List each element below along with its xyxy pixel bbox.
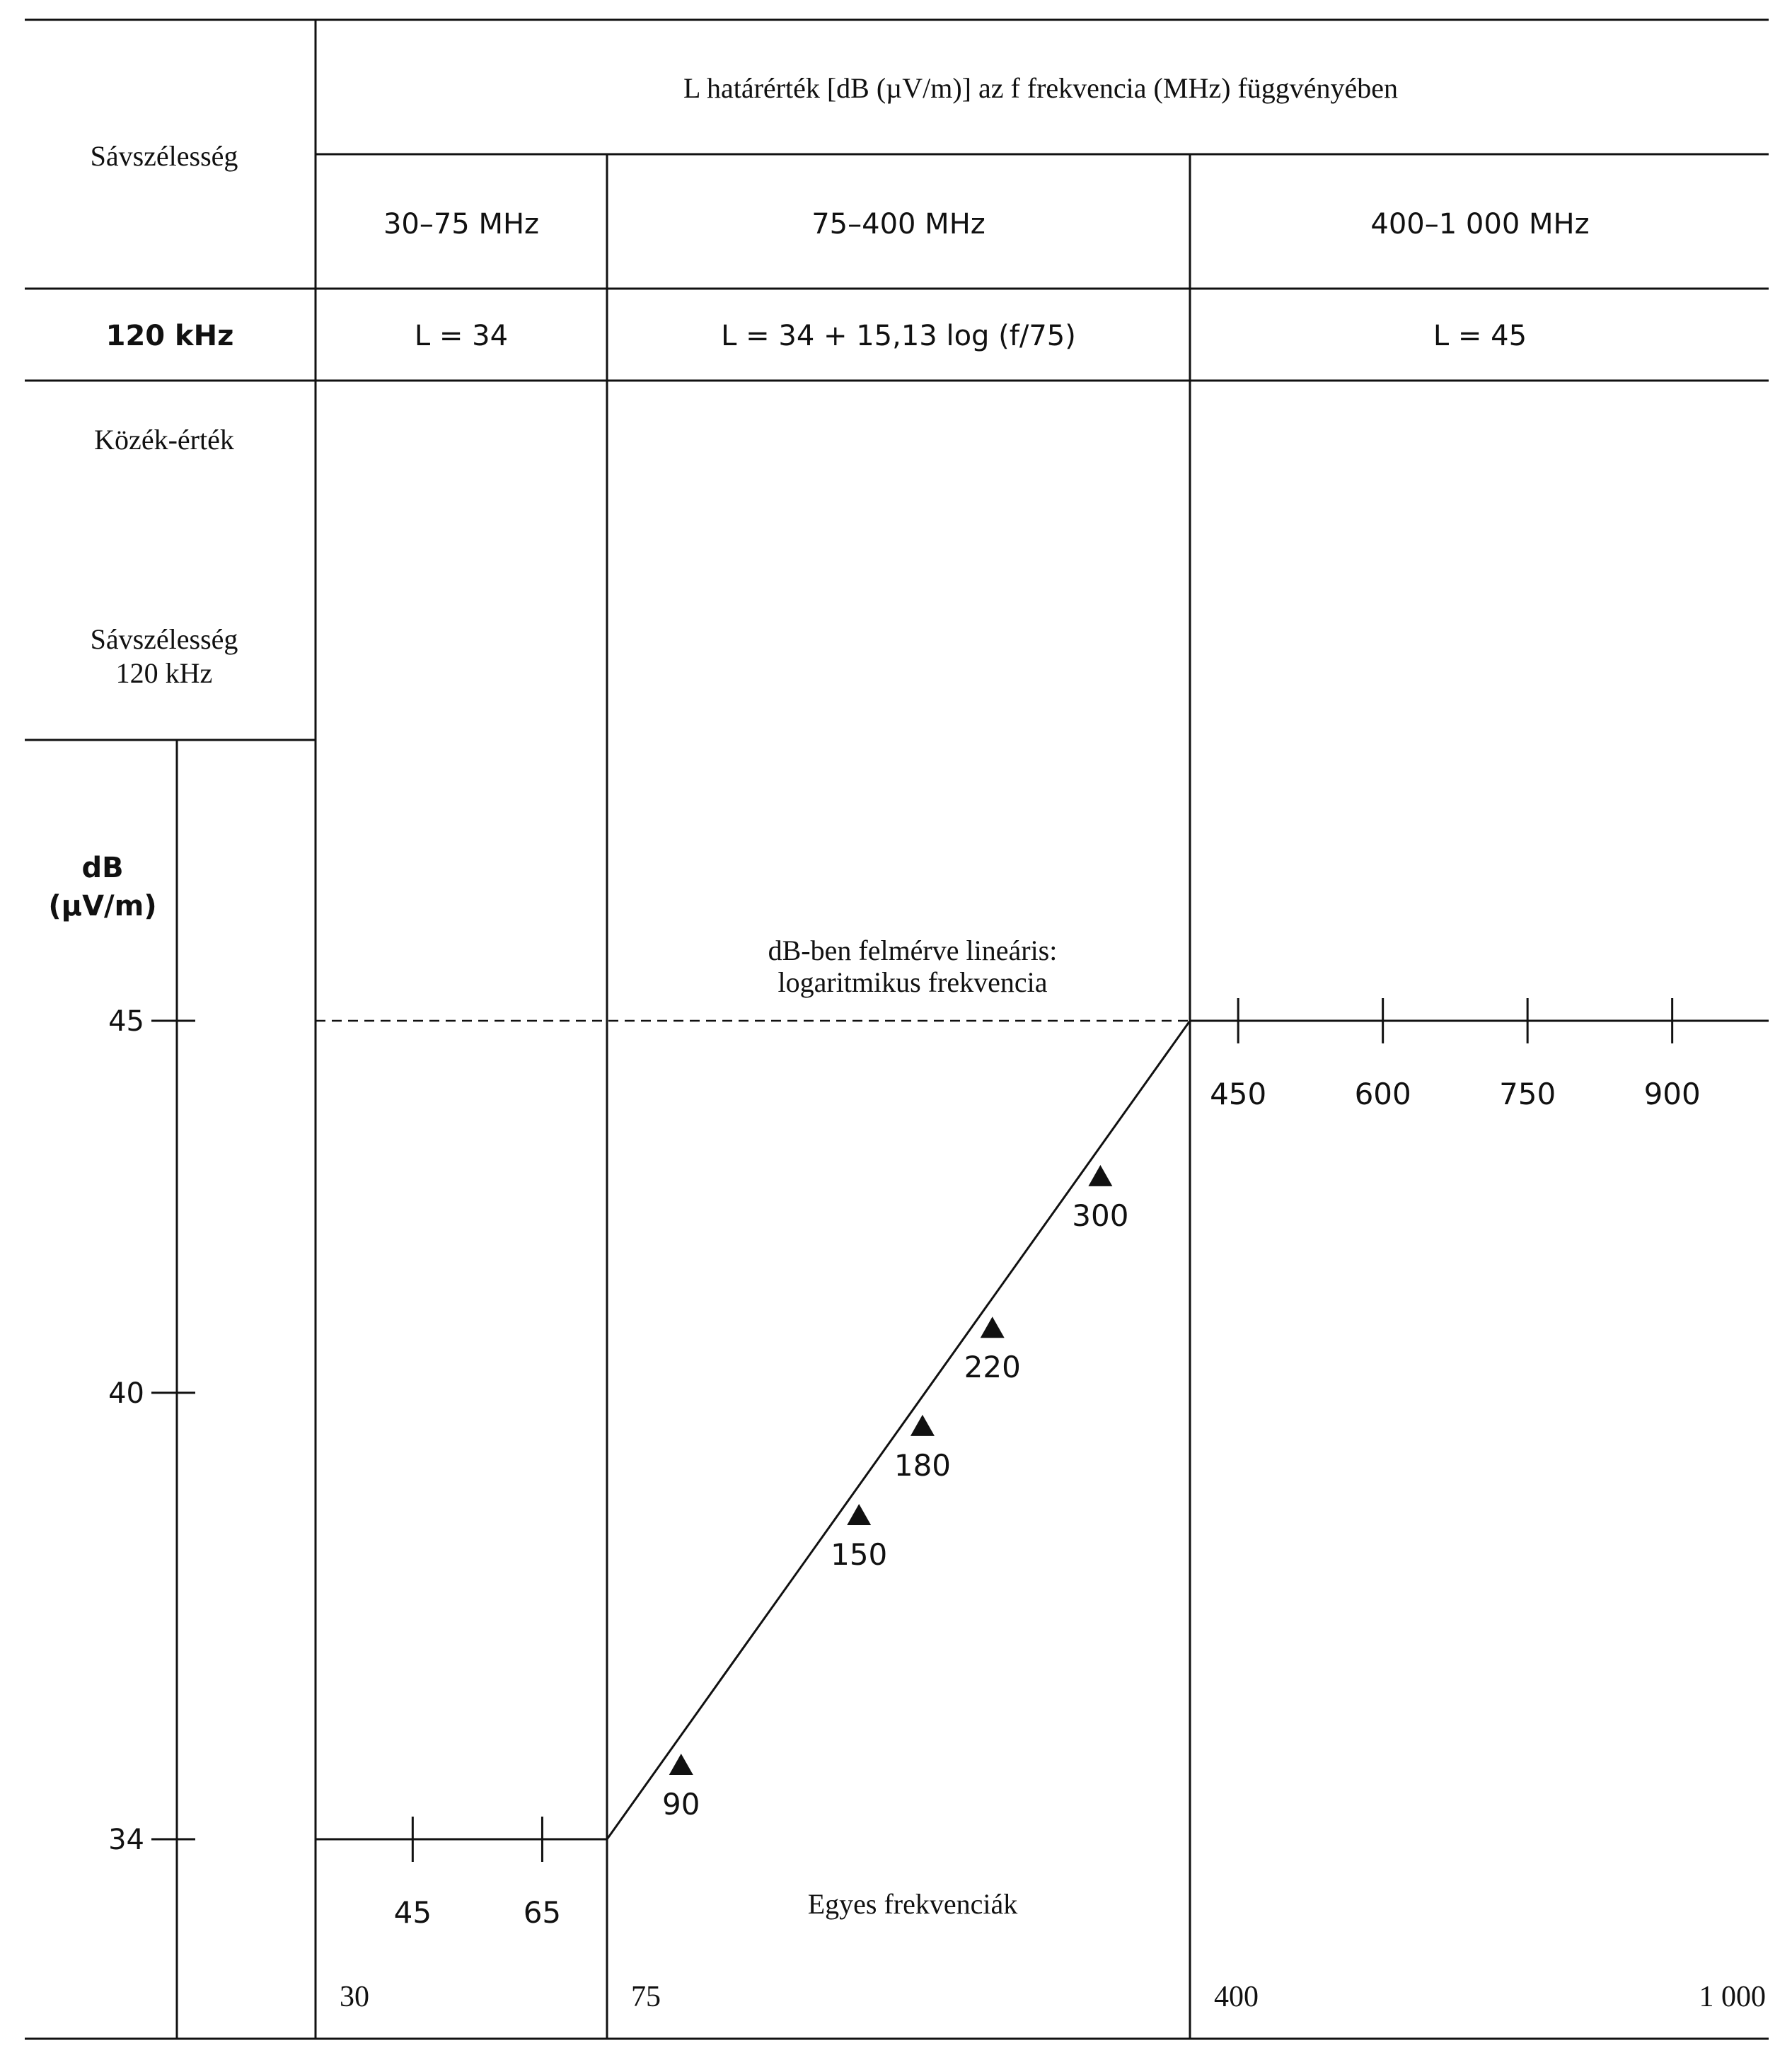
freq-tick-label-750: 750 (1499, 1077, 1556, 1111)
y-ticks (108, 1005, 195, 1856)
band-400-1000: 400–1 000 MHz (1370, 208, 1590, 241)
annotation-line1: dB-ben felmérve lineáris: (768, 934, 1058, 966)
y-tick-label-34: 34 (108, 1824, 144, 1856)
marker-triangle-180 (911, 1415, 935, 1436)
row-header-bandwidth: Sávszélesség (90, 140, 238, 172)
quasi-peak-label: Közék-érték (94, 424, 234, 456)
marker-label-150: 150 (831, 1536, 888, 1572)
freq-tick-label-45: 45 (393, 1895, 432, 1930)
y-unit-line1: dB (81, 852, 124, 884)
freq-tick-label-65: 65 (523, 1895, 562, 1930)
marker-label-300: 300 (1072, 1198, 1129, 1233)
segment-boundary-labels (340, 1981, 1766, 2013)
frequency-ticks (394, 998, 1701, 1930)
individual-frequencies-label: Egyes frekvenciák (807, 1888, 1018, 1920)
header-title: L határérték [dB (µV/m)] az f frekvencia (MHz) függvényében (683, 72, 1398, 104)
limit-curve (316, 1021, 1769, 1839)
annotation-line2: logaritmikus frekvencia (778, 966, 1048, 998)
y-tick-label-40: 40 (108, 1377, 144, 1410)
marker-label-90: 90 (662, 1786, 700, 1822)
band-75-400: 75–400 MHz (811, 208, 985, 241)
formula-high: L = 45 (1433, 320, 1527, 352)
bandwidth-row-label: 120 kHz (105, 320, 234, 352)
bandwidth-label-line1: Sávszélesség (90, 623, 238, 655)
freq-tick-label-450: 450 (1210, 1077, 1267, 1111)
marker-triangle-150 (847, 1504, 871, 1525)
frequency-markers (662, 1165, 1128, 1822)
y-tick-label-45: 45 (108, 1005, 144, 1038)
freq-tick-label-900: 900 (1643, 1077, 1701, 1111)
limit-line (316, 1021, 1769, 1839)
marker-label-180: 180 (894, 1447, 952, 1483)
boundary-label-30: 30 (340, 1981, 369, 2013)
band-30-75: 30–75 MHz (383, 208, 540, 241)
formula-low: L = 34 (414, 320, 509, 352)
y-unit-line2: (µV/m) (48, 890, 157, 922)
marker-triangle-220 (981, 1316, 1005, 1338)
boundary-label-1000: 1 000 (1699, 1981, 1766, 2013)
marker-triangle-300 (1088, 1165, 1112, 1186)
formula-mid: L = 34 + 15,13 log (f/75) (721, 320, 1076, 352)
freq-tick-label-600: 600 (1354, 1077, 1411, 1111)
bandwidth-label-line2: 120 kHz (115, 657, 213, 689)
marker-label-220: 220 (964, 1350, 1021, 1385)
boundary-label-75: 75 (631, 1981, 661, 2013)
boundary-label-400: 400 (1214, 1981, 1259, 2013)
marker-triangle-90 (669, 1754, 693, 1775)
